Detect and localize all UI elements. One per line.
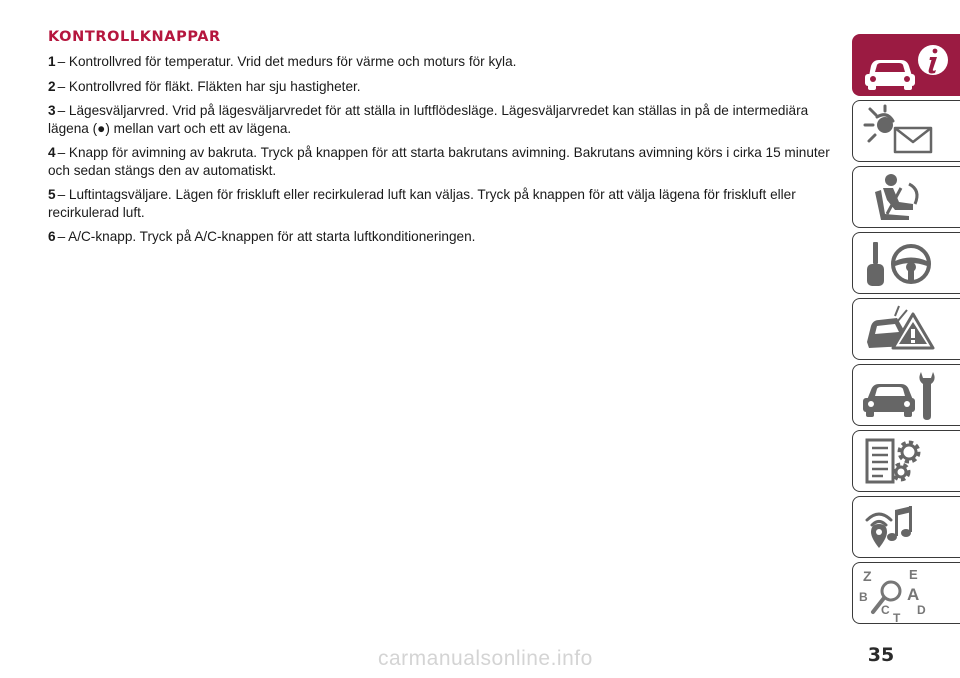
item-number: 6 (48, 229, 56, 244)
item-text: – Lägesväljarvred. Vrid på lägesväljarvredet för att ställa in luftflödesläge. Lägesväljarvredet kan ställas in på de intermediära lägena (●) mellan vart och ett av lägena. (48, 103, 809, 136)
content-area (48, 29, 838, 253)
index-letter: B (859, 590, 868, 604)
list-item-5 (48, 186, 838, 221)
item-text: – Kontrollvred för fläkt. Fläkten har sju hastigheter. (57, 78, 361, 94)
list-item-3 (48, 102, 838, 137)
index-letter: Z (863, 568, 872, 584)
item-number: 2 (48, 78, 56, 94)
item-text: – Kontrollvred för temperatur. Vrid det medurs för värme och moturs för kyla. (57, 54, 517, 69)
car-crash-warning-icon (857, 302, 957, 358)
tab-starting-driving[interactable] (852, 232, 960, 294)
index-letter: A (907, 585, 920, 604)
item-number: 3 (48, 103, 56, 118)
tab-emergency[interactable] (852, 298, 960, 360)
tab-safety[interactable] (852, 166, 960, 228)
list-gears-icon (857, 434, 957, 490)
index-letter: T (893, 611, 901, 622)
car-info-icon (857, 38, 957, 94)
list-item-6 (48, 228, 838, 246)
tab-multimedia[interactable] (852, 496, 960, 558)
key-steering-wheel-icon (857, 236, 957, 292)
index-letter: C (881, 603, 890, 617)
list-item-1 (48, 53, 838, 71)
tab-technical-data[interactable] (852, 430, 960, 492)
section-heading: KONTROLLKNAPPAR (48, 29, 221, 45)
item-text: – Luftintagsväljare. Lägen för friskluft eller recirkulerad luft kan väljas. Tryck på knappen för att välja lägena för friskluft eller recirkulerad luft. (48, 187, 796, 220)
watermark: carmanualsonline.info (378, 647, 593, 670)
item-text: – A/C-knapp. Tryck på A/C-knappen för att starta luftkonditioneringen. (57, 229, 476, 244)
tab-lights-messages[interactable] (852, 100, 960, 162)
tab-car-info[interactable] (852, 34, 960, 96)
page-number: 35 (867, 644, 895, 666)
car-wrench-icon (857, 368, 957, 424)
light-envelope-icon (857, 104, 957, 160)
tab-index[interactable] (852, 562, 960, 624)
item-number: 5 (48, 187, 56, 202)
item-number: 1 (48, 54, 56, 69)
list-item-2 (48, 78, 838, 96)
alphabetical-index-icon (857, 566, 957, 622)
item-text: – Knapp för avimning av bakruta. Tryck på knappen för att starta bakrutans avimning. Bakrutans avimning körs i cirka 15 minuter och sedan stängs den av automatiskt. (48, 145, 830, 178)
seat-airbag-icon (857, 170, 957, 226)
item-number: 4 (48, 145, 56, 160)
list-item-4 (48, 144, 838, 179)
index-letter: D (917, 603, 926, 617)
multimedia-music-icon (857, 500, 957, 556)
tab-maintenance[interactable] (852, 364, 960, 426)
index-letter: E (909, 567, 918, 582)
